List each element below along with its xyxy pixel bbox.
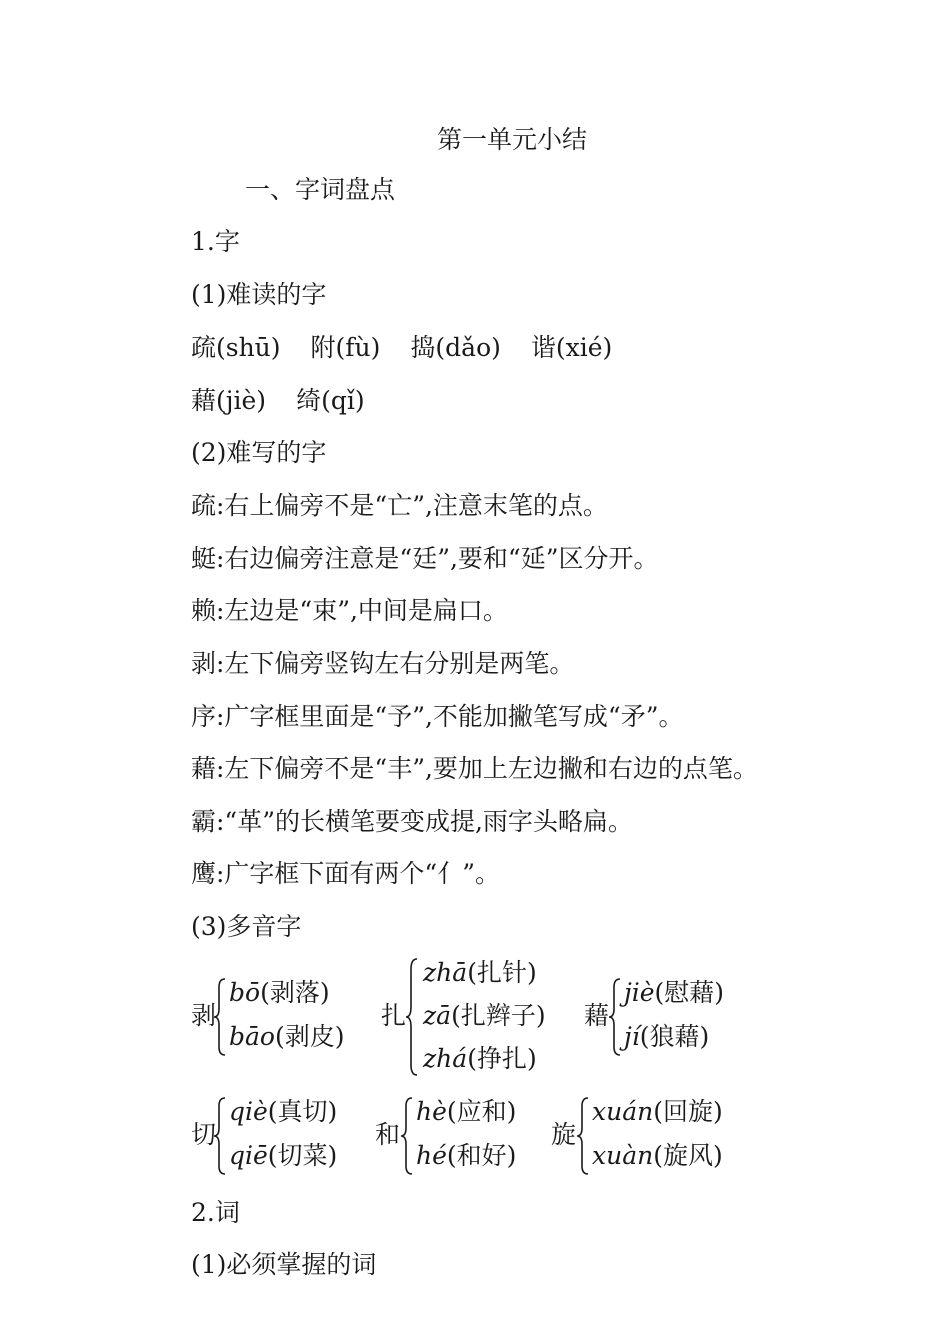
hard-write-item: 鹰:广字框下面有两个“亻”。	[191, 859, 500, 888]
hard-write-heading: (2)难写的字	[191, 438, 327, 467]
reading: qiè(真切)	[229, 1097, 338, 1126]
reading: zhā(扎针)	[423, 958, 537, 987]
subsection-heading-word: 2.词	[191, 1198, 240, 1227]
polyphone-char: 扎	[381, 1001, 407, 1030]
brace-icon	[400, 1096, 414, 1176]
hard-read-row	[191, 383, 365, 419]
reading: bāo(剥皮)	[229, 1022, 345, 1051]
hard-write-item: 剥:左下偏旁竖钩左右分别是两笔。	[191, 649, 575, 678]
polyphone-heading: (3)多音字	[191, 912, 302, 941]
polyphone-char: 藉	[584, 1001, 610, 1030]
polyphone-char: 剥	[191, 1001, 217, 1030]
page-title: 第一单元小结	[436, 125, 587, 154]
reading: jiè(慰藉)	[624, 978, 725, 1007]
hard-write-item: 序:广字框里面是“予”,不能加撇笔写成“矛”。	[191, 702, 684, 731]
must-master-heading: (1)必须掌握的词	[191, 1250, 377, 1279]
brace-icon	[608, 977, 622, 1057]
subsection-heading-char: 1.字	[191, 227, 240, 256]
hard-write-item: 疏:右上偏旁不是“亡”,注意末笔的点。	[191, 491, 608, 520]
hard-read-row	[191, 330, 612, 366]
section-heading: 一、字词盘点	[245, 175, 396, 204]
brace-icon	[213, 1096, 227, 1176]
reading: xuán(回旋)	[592, 1097, 723, 1126]
reading: xuàn(旋风)	[592, 1141, 723, 1170]
brace-icon	[405, 957, 419, 1077]
hard-read-item: 绮(qǐ)	[296, 386, 365, 415]
reading: qiē(切菜)	[229, 1141, 338, 1170]
hard-read-item: 附(fù)	[310, 333, 381, 362]
hard-read-heading: (1)难读的字	[191, 280, 327, 309]
polyphone-char: 切	[191, 1120, 217, 1149]
hard-read-item: 疏(shū)	[191, 333, 281, 362]
hard-write-item: 蜓:右边偏旁注意是“廷”,要和“延”区分开。	[191, 544, 659, 573]
polyphone-char: 旋	[551, 1120, 577, 1149]
brace-icon	[213, 977, 227, 1057]
hard-read-item: 捣(dǎo)	[410, 333, 501, 362]
hard-read-item: 藉(jiè)	[191, 386, 267, 415]
hard-write-item: 藉:左下偏旁不是“丰”,要加上左边撇和右边的点笔。	[191, 754, 758, 783]
reading: jí(狼藉)	[624, 1022, 710, 1051]
polyphone-char: 和	[375, 1120, 401, 1149]
hard-write-item: 霸:“革”的长横笔要变成提,雨字头略扁。	[191, 807, 633, 836]
reading: hè(应和)	[416, 1097, 517, 1126]
reading: zhá(挣扎)	[423, 1044, 537, 1073]
reading: hé(和好)	[416, 1141, 517, 1170]
reading: bō(剥落)	[229, 978, 330, 1007]
reading: zā(扎辫子)	[423, 1001, 546, 1030]
hard-read-item: 谐(xié)	[530, 333, 613, 362]
brace-icon	[576, 1096, 590, 1176]
hard-write-item: 赖:左边是“束”,中间是扁口。	[191, 596, 508, 625]
